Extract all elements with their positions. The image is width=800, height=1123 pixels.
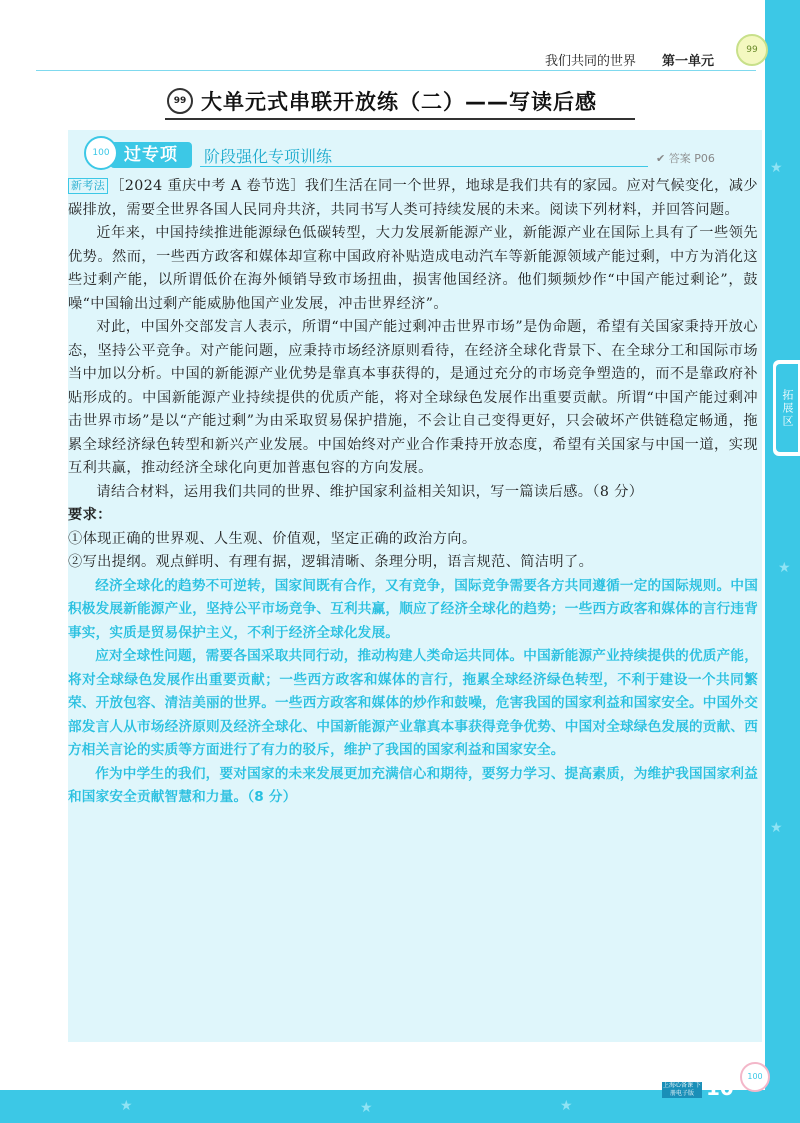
header-divider: [36, 70, 756, 71]
side-tab-label: 拓展区: [776, 364, 798, 452]
footer-brand: 上海心备课 下册电子版: [663, 1082, 701, 1097]
question-intro: [68, 175, 758, 222]
side-tab[interactable]: [773, 360, 800, 456]
question-content: [68, 175, 758, 810]
page-number: 10: [706, 1076, 734, 1100]
page-footer: [660, 1074, 740, 1104]
answer-paragraph-3: 作为中学生的我们，要对国家的未来发展更加充满信心和期待，要努力学习、提高素质，为维护我国国家利益和国家安全贡献智慧和力量。（8 分）: [68, 765, 758, 805]
section-header: [68, 146, 762, 164]
badge-icon: 99: [167, 88, 193, 114]
material-paragraph-2: 对此，中国外交部发言人表示，所谓“中国产能过剩冲击世界市场”是伪命题，希望有关国家秉持开放心态，坚持公平竞争。对产能问题，应秉持市场经济原则看待，在经济全球化背景下、在全球分工和国际市场当中加以分析。中国的新能源产业优势是靠真本事获得的，是通过充分的市场竞争塑造的，而不是靠政府补贴形成的。中国新能源产业持续提供的优质产能，将对全球绿色发展作出重要贡献。所谓“中国产能过剩冲击世界市场”是以“产能过剩”为由采取贸易保护措施，不会让自己变得更好，只会破坏产供链稳定畅通，拖累全球经济绿色转型和新兴产业发展。中国始终对产业合作秉持开放态度，希望有关国家与中国一道，实现互利共赢，推动经济全球化向更加普惠包容的方向发展。: [68, 319, 758, 476]
title-underline: [165, 118, 635, 120]
new-method-tag: 新考法: [68, 178, 108, 194]
intro-text: ［2024 重庆中考 A 卷节选］我们生活在同一个世界，地球是我们共有的家园。应对气候变化，减少碳排放，需要全世界各国人民同舟共济，共同书写人类可持续发展的未来。阅读下列材料，并回答问题。: [68, 178, 758, 218]
answer-paragraph-2: 应对全球性问题，需要各国采取共同行动，推动构建人类命运共同体。中国新能源产业持续提供的优质产能，将对全球绿色发展作出重要贡献；一些西方政客和媒体的言行，拖累全球经济绿色转型，不利于建设一个共同繁荣、开放包容、清洁美丽的世界。一些西方政客和媒体的炒作和鼓噪，危害我国的国家利益和国家安全。中国外交部发言人从市场经济原则及经济全球化、中国新能源产业靠真本事获得竞争优势、中国对全球绿色发展的贡献、西方相关言论的实质等方面进行了有力的驳斥，维护了我国的国家利益和国家安全。: [68, 648, 758, 758]
star-icon: ★: [120, 1098, 133, 1114]
requirement-1: ①体现正确的世界观、人生观、价值观，坚定正确的政治方向。: [68, 530, 477, 547]
star-icon: ★: [560, 1098, 573, 1114]
answer-paragraph-1: 经济全球化的趋势不可逆转，国家间既有合作，又有竞争，国际竞争需要各方共同遵循一定的国际规则。中国积极发展新能源产业，坚持公平市场竞争、互利共赢，顺应了经济全球化的趋势；一些西方政客和媒体的言行违背事实，实质是贸易保护主义，不利于经济全球化发展。: [68, 577, 758, 641]
requirements-label: 要求：: [68, 507, 112, 523]
page-title: 大单元式串联开放练（二）——写读后感: [201, 90, 597, 114]
star-icon: ★: [778, 560, 791, 576]
corner-badge: 99: [736, 34, 768, 66]
footer-mascot-icon: 100: [740, 1062, 770, 1092]
title-block: [165, 86, 635, 116]
section-tag: 过专项: [110, 142, 192, 168]
section-divider: [200, 166, 648, 167]
requirement-2: ②写出提纲。观点鲜明、有理有据，逻辑清晰、条理分明，语言规范、简洁明了。: [68, 554, 594, 570]
material-paragraph-1: 近年来，中国持续推进能源绿色低碳转型，大力发展新能源产业，新能源产业在国际上具有了一些领先优势。然而，一些西方政客和媒体却宣称中国政府补贴造成电动汽车等新能源领域产能过剩，中方为消化这些过剩产能，以所谓低价在海外倾销导致市场扭曲，损害他国经济。他们频频炒作“中国产能过剩论”，鼓噪“中国输出过剩产能威胁他国产业发展，冲击世界经济”。: [68, 225, 758, 312]
section-title: 阶段强化专项训练: [204, 147, 333, 166]
star-icon: ★: [360, 1100, 373, 1116]
answer-reference[interactable]: ✔ 答案 P06: [656, 152, 715, 165]
unit-label: 第一单元: [662, 54, 715, 69]
book-section: 我们共同的世界: [545, 54, 637, 69]
star-icon: ★: [770, 820, 783, 836]
star-icon: ★: [770, 160, 783, 176]
mascot-icon: 100: [84, 136, 118, 170]
task-text: 请结合材料，运用我们共同的世界、维护国家利益相关知识，写一篇读后感。（8 分）: [96, 483, 644, 500]
